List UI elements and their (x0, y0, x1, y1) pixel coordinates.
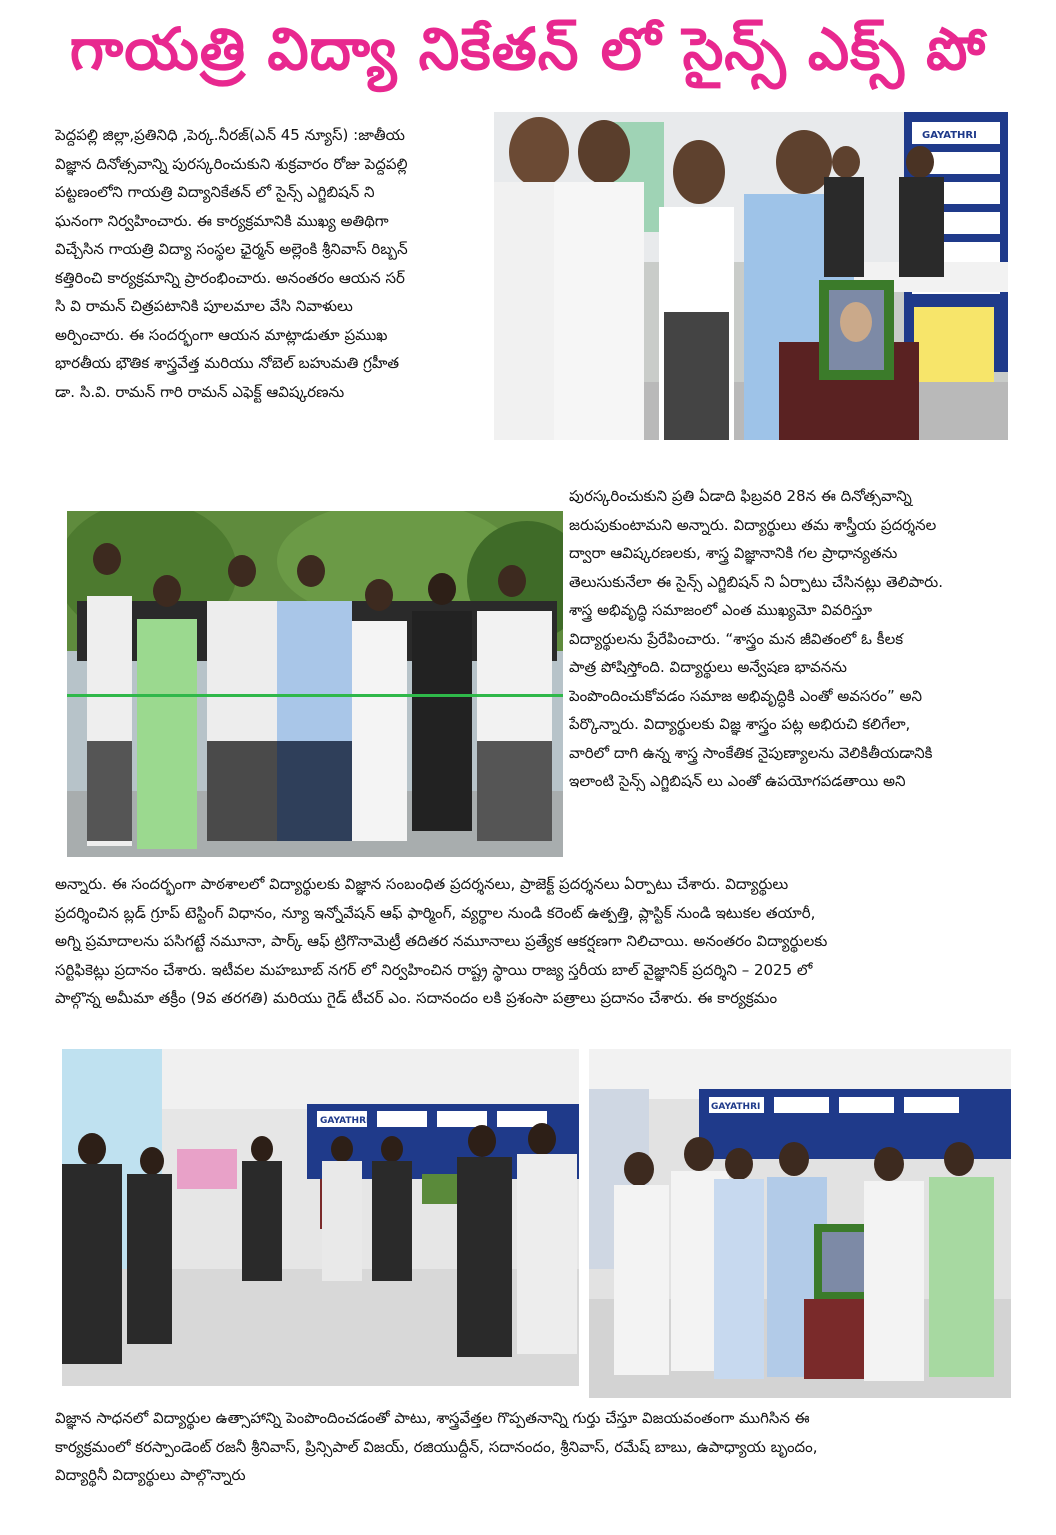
photo-students-projects (62, 1049, 579, 1386)
article-line: తెలుసుకునేలా ఈ సైన్స్ ఎగ్జిబిషన్ ని ఏర్పాటు చేసినట్లు తెలిపారు. (569, 572, 943, 591)
article-line: కార్యక్రమంలో కరస్పాండెంట్ రజనీ శ్రీనివాస్, ప్రిన్సిపాల్ విజయ్, రజియుద్దీన్, సదానందం, శ్రీనివాస్, రమేష్ బాబు, ఉపాధ్యాయ బృందం, (55, 1437, 818, 1456)
article-line: పట్టణంలోని గాయత్రి విద్యానికేతన్ లో సైన్స్ ఎగ్జిబిషన్ ని (55, 183, 375, 201)
photo-group-portrait (589, 1049, 1011, 1398)
article-block-1 (55, 121, 485, 406)
article-line: జరుపుకుంటామని అన్నారు. విద్యార్థులు తమ శాస్త్రీయ ప్రదర్శనల (569, 515, 937, 534)
article-block-2 (569, 482, 1009, 796)
article-block-4 (55, 1404, 1007, 1490)
article-line: పెంపొందించుకోవడం సమాజ అభివృద్ధికి ఎంతో అవసరం” అని (569, 686, 923, 705)
photo-ribbon-cutting (67, 511, 563, 857)
article-line: పెద్దపల్లి జిల్లా,ప్రతినిధి ,పెర్క.నీరజ్(ఎన్ 45 న్యూస్) :జాతీయ (55, 126, 405, 144)
article-line: విద్యార్థులను ప్రేరేపించారు. “శాస్త్రం మన జీవితంలో ఓ కీలక (569, 629, 904, 648)
article-line: అగ్ని ప్రమాదాలను పసిగట్టే నమూనా, పార్క్ ఆఫ్ ట్రిగొనామెట్రీ తదితర నమూనాలు ప్రత్యేక ఆకర్షణగా నిలిచాయి. అనంతరం విద్యార్థులకు (55, 932, 828, 950)
banner-text: GAYATHRI (320, 1116, 370, 1126)
article-line: కత్తిరించి కార్యక్రమాన్ని ప్రారంభించారు. అనంతరం ఆయన సర్ (55, 268, 405, 287)
article-line: భారతీయ భౌతిక శాస్త్రవేత్త మరియు నోబెల్ బహుమతి గ్రహీత (55, 354, 400, 372)
article-line: అన్నారు. ఈ సందర్భంగా పాఠశాలలో విద్యార్థులకు విజ్ఞాన సంబంధిత ప్రదర్శనలు, ప్రాజెక్ట్ ప్రదర్శనలు ఏర్పాటు చేశారు. విద్యార్థులు (55, 875, 789, 893)
article-line: విజ్ఞాన దినోత్సవాన్ని పురస్కరించుకుని శుక్రవారం రోజు పెద్దపల్లి (55, 154, 408, 173)
article-line: సి వి రామన్ చిత్రపటానికి పూలమాల వేసి నివాళులు (55, 297, 353, 315)
article-line: ప్రదర్శించిన బ్లడ్ గ్రూప్ టెస్టింగ్ విధానం, న్యూ ఇన్నోవేషన్ ఆఫ్ ఫార్మింగ్, వ్యర్థాల నుండి కరెంట్ ఉత్పత్తి, ప్లాస్టిక్ నుండి ఇటుకల తయారీ, (55, 903, 816, 922)
article-line: విద్యార్థినీ విద్యార్థులు పాల్గొన్నారు (55, 1466, 246, 1484)
article-line: పురస్కరించుకుని ప్రతి ఏడాది ఫిబ్రవరి 28న ఈ దినోత్సవాన్ని (569, 487, 912, 505)
article-line: విచ్చేసిన గాయత్రి విద్యా సంస్థల ఛైర్మన్ అల్లెంకి శ్రీనివాస్ రిబ్బన్ (55, 240, 408, 258)
headline: గాయత్రి విద్యా నికేతన్ లో సైన్స్ ఎక్స్ పో (69, 15, 987, 83)
banner-text: GAYATHRI (922, 130, 977, 141)
article-line: వారిలో దాగి ఉన్న శాస్త్ర సాంకేతిక నైపుణ్యాలను వెలికితీయడానికి (569, 743, 933, 762)
article-line: ఇలాంటి సైన్స్ ఎగ్జిబిషన్ లు ఎంతో ఉపయోగపడతాయి అని (569, 772, 906, 790)
article-line: అర్పించారు. ఈ సందర్భంగా ఆయన మాట్లాడుతూ ప్రముఖ (55, 325, 388, 344)
article-line: ద్వారా ఆవిష్కరణలకు, శాస్త్ర విజ్ఞానానికి గల ప్రాధాన్యతను (569, 544, 898, 562)
article-line: సర్టిఫికెట్లు ప్రదానం చేశారు. ఇటీవల మహబూబ్ నగర్ లో నిర్వహించిన రాష్ట్ర స్థాయి రాజ్య స్తరీయ బాల్ వైజ్ఞానిక్ ప్రదర్శిని – 2025 లో (55, 960, 813, 979)
article-line: ఘనంగా నిర్వహించారు. ఈ కార్యక్రమానికి ముఖ్య అతిథిగా (55, 211, 389, 230)
article-line: పాత్ర పోషిస్తోంది. విద్యార్థులు అన్వేషణ భావనను (569, 658, 847, 676)
article-line: విజ్ఞాన సాధనలో విద్యార్థుల ఉత్సాహాన్ని పెంపొందించడంతో పాటు, శాస్త్రవేత్తల గొప్పతనాన్ని గుర్తు చేస్తూ విజయవంతంగా ముగిసిన ఈ (55, 1409, 810, 1427)
article-line: డా. సి.వి. రామన్ గారి రామన్ ఎఫెక్ట్ ఆవిష్కరణను (55, 382, 345, 401)
article-block-3 (55, 870, 1007, 1013)
article-line: పాల్గొన్న అమీమా తక్రీం (9వ తరగతి) మరియు గైడ్ టీచర్ ఎం. సదానందం లకి ప్రశంసా పత్రాలు ప్రదానం చేశారు. ఈ కార్యక్రమం (55, 989, 778, 1007)
banner-text: GAYATHRI (711, 1102, 761, 1112)
article-line: శాస్త్ర అభివృద్ధి సమాజంలో ఎంత ముఖ్యమో వివరిస్తూ (569, 601, 872, 619)
photo-garlanding-portrait (494, 112, 1008, 440)
article-line: పేర్కొన్నారు. విద్యార్థులకు విజ్ఞ శాస్త్రం పట్ల అభిరుచి కలిగేలా, (569, 715, 911, 733)
